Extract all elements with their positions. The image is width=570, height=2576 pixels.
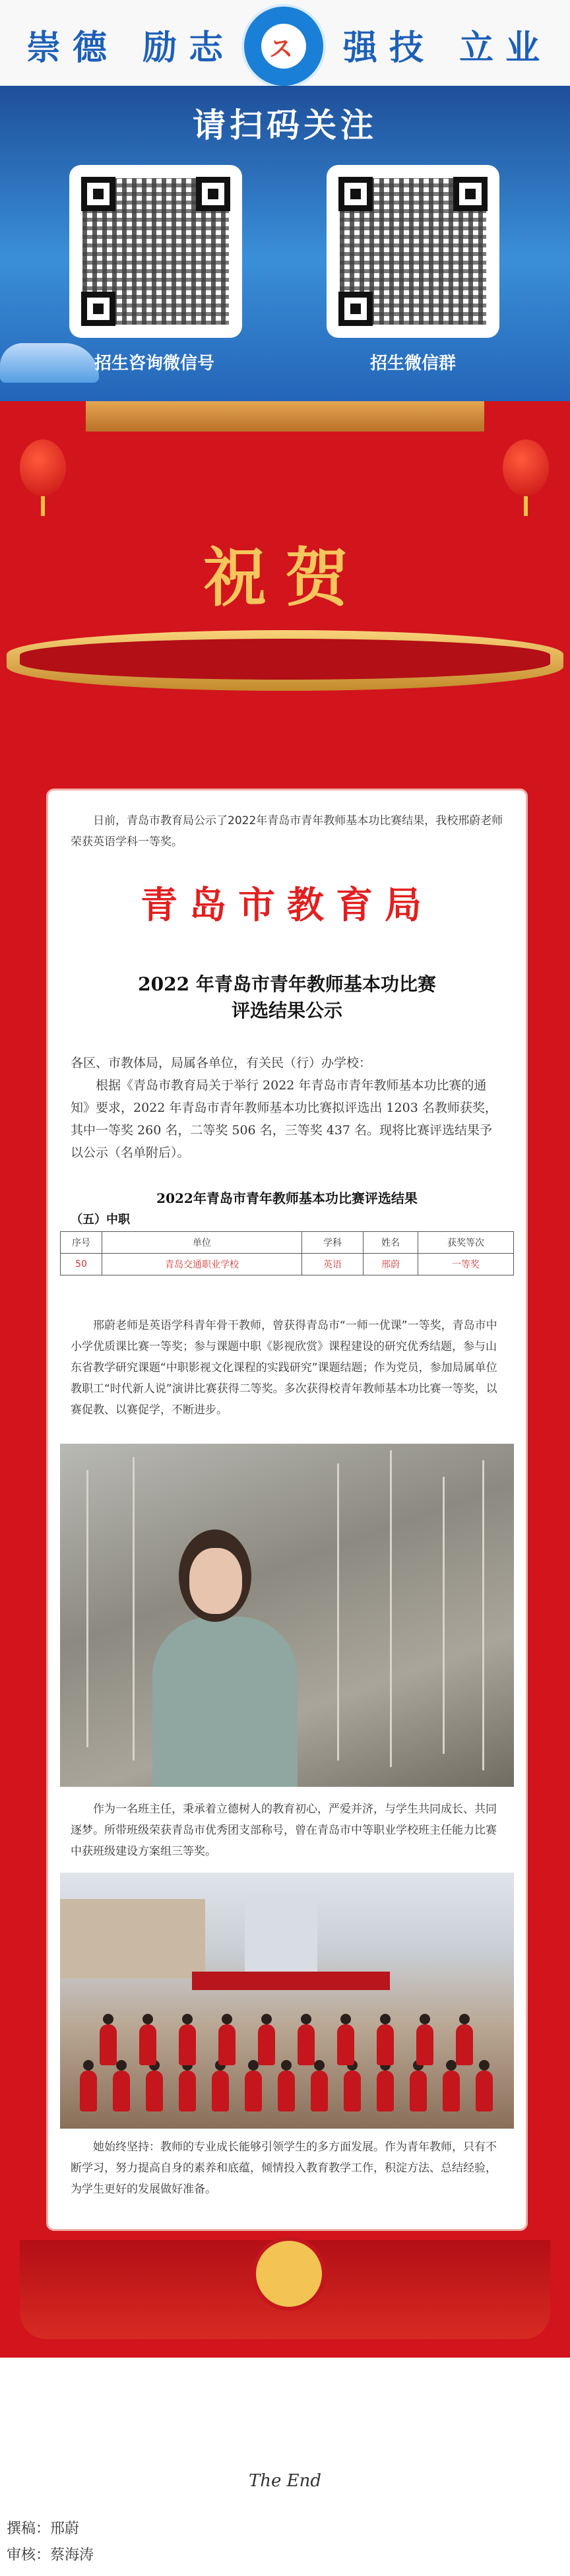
grass-stalk [482, 1460, 484, 1770]
table-header-cell: 序号 [61, 1232, 102, 1254]
student [218, 2024, 236, 2065]
grass-stalk [86, 1470, 88, 1747]
table-header-cell: 获奖等次 [418, 1232, 514, 1254]
logo-mark: ス [269, 36, 294, 63]
achievement-paragraph: 邢蔚老师是英语学科青年骨干教师，曾获得青岛市“一师一优课”一等奖，青岛市中小学优质课比赛一等奖；参与课题中职《影视欣赏》课程建设的研究优秀结题，参与山东省教学研究课题“中职影视文化课程的实践研究”课题结题；作为党员，参加局属单位教职工“时代新人说”演讲比赛获得二等奖。多次获得校青年教师基本功比赛一等奖，以赛促教、以赛促学，不断进步。 [71, 1319, 497, 1417]
qr-code-consult[interactable] [69, 165, 242, 338]
grass-stalk [133, 1457, 135, 1760]
student [245, 2071, 262, 2111]
slogan-right: 强技 立业 [343, 28, 552, 68]
congrats-title: 祝贺 [203, 540, 367, 615]
student [146, 2071, 163, 2111]
qr-finder [453, 177, 488, 211]
student [100, 2024, 117, 2065]
qr-code-group[interactable] [327, 165, 499, 338]
student [416, 2024, 433, 2065]
red-ribbon [20, 639, 550, 680]
intro-paragraph: 日前，青岛市教育局公示了2022年青岛市青年教师基本功比赛结果，我校邢蔚老师荣获英语学科一等奖。 [71, 814, 503, 849]
tower-building [245, 1892, 317, 1985]
class-banner [192, 1972, 390, 1990]
student [139, 2024, 156, 2065]
table-header-cell: 学科 [302, 1232, 364, 1254]
grass-stalk [443, 1477, 445, 1754]
student [456, 2024, 473, 2065]
qr-caption-consult: 招生咨询微信号 [94, 354, 215, 373]
qr-section [0, 86, 570, 401]
student [311, 2071, 328, 2111]
student [278, 2071, 295, 2111]
doc-body: 根据《青岛市教育局关于举行 2022 年青岛市青年教师基本功比赛的通知》要求，2022 年青岛市青年教师基本功比赛拟评选出 1203 名教师获奖，其中一等奖 260 名，二等奖 506 名，三等奖 437 名。现将比赛评选结果予以公示（名单附后）。 [71, 1078, 497, 1160]
table-cell: 英语 [302, 1254, 364, 1275]
doc-addressee: 各区、市教体局，局属各单位，有关民（行）办学校： [71, 1056, 372, 1070]
table-cell: 邢蔚 [364, 1254, 418, 1275]
table-cell: 青岛交通职业学校 [102, 1254, 302, 1275]
qr-caption-group: 招生微信群 [370, 354, 457, 373]
the-end-mark: The End [248, 2471, 322, 2491]
article-card [46, 789, 528, 2231]
lantern-icon [503, 439, 549, 496]
qr-finder [81, 292, 115, 326]
award-table [60, 1231, 514, 1275]
student [179, 2024, 196, 2065]
table-header-cell: 姓名 [364, 1232, 418, 1254]
teacher-face [189, 1548, 242, 1614]
car-image [0, 343, 99, 383]
author-credit: 撰稿：邢蔚 [7, 2521, 80, 2537]
table-header-row [61, 1232, 514, 1254]
reviewer-credit: 审核：蔡海涛 [7, 2547, 94, 2563]
student [377, 2071, 394, 2111]
doc-title-line1: 2022 年青岛市青年教师基本功比赛 [138, 973, 436, 995]
medal-icon [252, 2237, 326, 2311]
table-row [61, 1254, 514, 1275]
teacher-body [152, 1617, 298, 1787]
header-bar [0, 0, 570, 86]
class-photo [60, 1873, 514, 2129]
student [443, 2071, 460, 2111]
doc-header: 青岛市教育局 [141, 884, 433, 927]
class-teacher-paragraph: 作为一名班主任，秉承着立德树人的教育初心，严爱并济，与学生共同成长、共同逐梦。所带班级荣获青岛市优秀团支部称号，曾在青岛市中等职业学校班主任能力比赛中获班级建设方案组三等奖。 [71, 1803, 497, 1858]
table-header-cell: 单位 [102, 1232, 302, 1254]
student [344, 2071, 361, 2111]
lantern-icon [20, 439, 66, 496]
grass-stalk [337, 1464, 339, 1760]
gold-sparkle-border [86, 401, 484, 432]
qr-finder [81, 177, 115, 211]
school-building [60, 1899, 205, 1978]
grass-stalk [390, 1450, 392, 1767]
qr-finder [338, 177, 373, 211]
table-title: 2022年青岛市青年教师基本功比赛评选结果 [156, 1190, 418, 1206]
doc-title-line2: 评选结果公示 [231, 1000, 342, 1021]
section-label: （五）中职 [71, 1213, 130, 1227]
student [377, 2024, 394, 2065]
qr-finder [338, 292, 373, 326]
school-logo [241, 4, 326, 88]
qr-title: 请扫码关注 [193, 106, 377, 145]
student [410, 2071, 427, 2111]
qr-finder [196, 177, 230, 211]
teacher-photo [60, 1444, 514, 1787]
logo-inner [261, 24, 306, 69]
closing-paragraph: 她始终坚持：教师的专业成长能够引领学生的多方面发展。作为青年教师，只有不断学习，努力提高自身的素养和底蕴，倾情投入教育教学工作，积淀方法、总结经验，为学生更好的发展做好准备。 [71, 2141, 497, 2196]
student [179, 2071, 196, 2111]
lantern-tassel [524, 496, 528, 516]
student [80, 2071, 97, 2111]
student [337, 2024, 354, 2065]
student [212, 2071, 229, 2111]
slogan-left: 崇德 励志 [26, 28, 236, 68]
student [298, 2024, 315, 2065]
lantern-tassel [41, 496, 45, 516]
student [476, 2071, 493, 2111]
student [113, 2071, 130, 2111]
table-cell: 50 [61, 1254, 102, 1275]
student [258, 2024, 275, 2065]
table-cell: 一等奖 [418, 1254, 514, 1275]
